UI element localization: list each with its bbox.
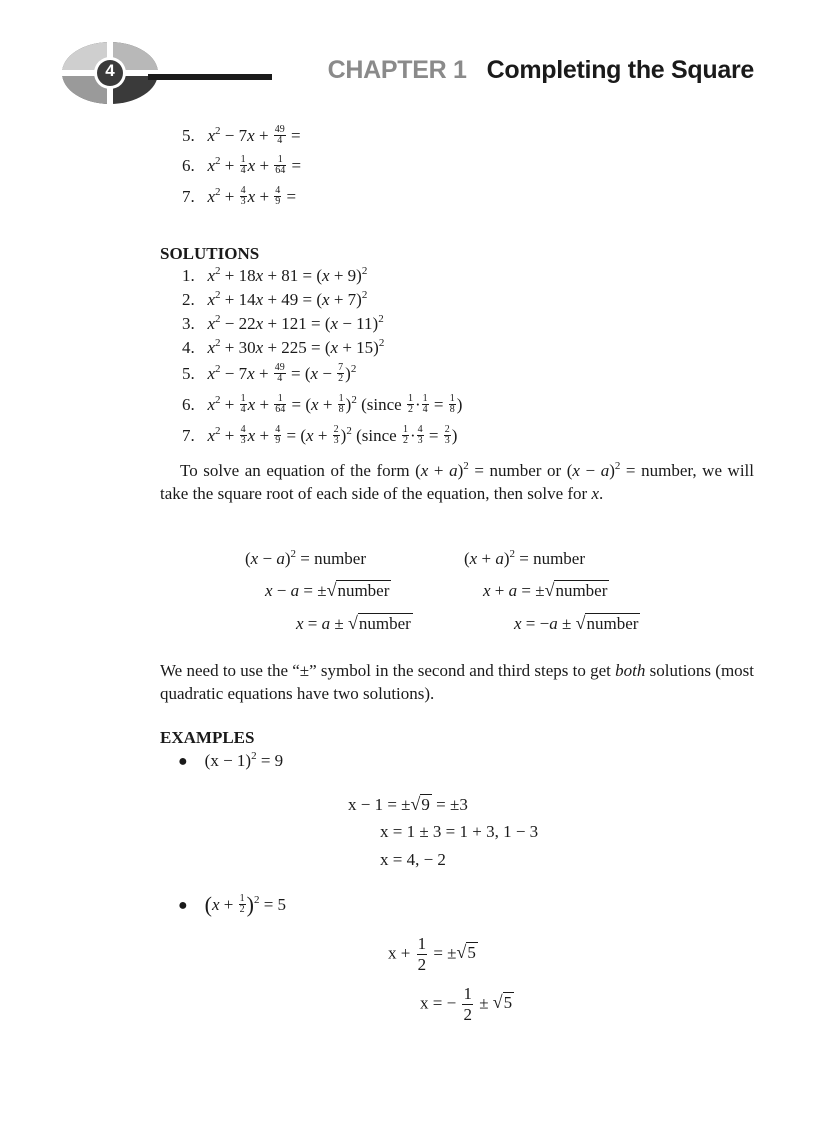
solution-term: + 9) [333,266,362,285]
solution-number: 2. [182,290,195,309]
solution-term: + 81 = ( [267,266,323,285]
example-term: = ± [433,943,457,963]
example-1-step-1: x − 1 = ± √ 9 = ±3 [348,794,468,814]
example-term: x = − [420,993,457,1013]
since-label: (since [356,426,397,445]
note-text: solutions (most quadratic equations have two solutions). [160,661,755,703]
example-term: = 5 [263,895,287,914]
problem-5: 5. $x^2 - 7x$ + $\frac{49}{4}$ = [182,123,301,146]
header-rule [148,74,272,80]
example-term: (x − 1) [204,751,252,770]
solution-2: 2. $x^2 + 14x + 49 = (x + 7)^2$ [182,289,368,309]
bullet: ● [178,897,188,914]
solution-term: + 15) [342,338,379,357]
solution-3: 3. $x^2 - 22x + 121 = (x - 11)^2$ [182,313,384,333]
derivation-left-1: $(x - a)^2$ = number [245,548,367,568]
derivation-right-1: $(x + a)^2$ = number [464,548,586,568]
derivation-right-3: x = −a ± √ number [514,613,639,633]
intro-word: or [547,461,562,480]
bullet: ● [178,753,188,770]
number-word: number [358,614,411,633]
chapter-label: CHAPTER 1 [327,56,467,84]
solution-term: + 30 [224,338,256,357]
solution-term: + 49 = ( [267,290,323,309]
note-paragraph [160,659,754,705]
example-term: 9 [421,795,430,814]
note-emphasis: both [615,661,646,680]
solution-term: + 18 [224,266,256,285]
since-label: (since [361,395,402,414]
solution-term: + 14 [224,290,256,309]
example-term: x − 1 = ± [348,795,411,814]
example-term: ± [479,993,489,1013]
solution-term: − 11) [342,314,379,333]
number-word: number [314,549,367,568]
solution-number: 4. [182,338,195,357]
solution-number: 7. [182,426,195,445]
derivation-right-2: x + a = ± √ number [483,580,608,600]
chapter-title: Completing the Square [486,56,754,84]
solution-6: 6. $x^2$ + $\frac{1}{4}$ x + $\frac{1}{64}$ = (x + $\frac{1}{8}$ )$^2$ (since $\frac{1}{2}$ · $\frac{1}{4}$ = $\frac{1}{8}$ ) [182,392,463,415]
intro-word: number [489,461,542,480]
solution-number: 6. [182,395,195,414]
example-2-step-2: x = − $\frac{1}{2}$ ± √ 5 [420,984,513,1024]
solution-5: 5. $x^2 - 7x$ + $\frac{49}{4}$ = (x − $\frac{7}{2}$ )$^2$ [182,361,357,384]
example-term: 5 [503,993,513,1013]
solution-4: 4. $x^2 + 30x + 225 = (x + 15)^2$ [182,337,385,357]
problem-number: 6. [182,156,195,175]
example-1-step-3: x = 4, − 2 [380,850,446,869]
solutions-heading: SOLUTIONS [160,244,260,263]
derivation-left-3: x = a ± √ number [296,613,411,633]
example-term: = 9 [256,751,284,770]
example-term: x + [388,943,411,963]
solution-term: − 22 [224,314,256,333]
page-number: 4 [105,61,115,80]
number-word: number [555,581,608,600]
chapter-heading [328,56,754,85]
solution-7: 7. $x^2$ + $\frac{4}{3}$ x + $\frac{4}{9}$ = (x + $\frac{2}{3}$ )$^2$ (since $\frac{1}{2}$ · $\frac{4}{3}$ = $\frac{2}{3}$ ) [182,423,458,446]
example-2-equation: ● (x + $\frac{1}{2}$ )$^2$ = 5 [178,892,287,917]
intro-paragraph: To solve an equation of the form $(x + a)^2$ = number or $(x - a)^2$ = number, we will take the square root of each side of the equation, then solve for x. [160,460,754,503]
solution-number: 1. [182,266,195,285]
problem-7: 7. $x^2$ + $\frac{4}{3}$ x + $\frac{4}{9}$ = [182,184,297,207]
solution-1: 1. $x^2 + 18x + 81 = (x + 9)^2$ [182,265,368,285]
example-2-step-1: x + $\frac{1}{2}$ = ± √ 5 [388,934,476,974]
solution-term: + 121 = ( [267,314,331,333]
example-1-step-2: x = 1 ± 3 = 1 + 3, 1 − 3 [380,822,539,841]
intro-variable: x [591,484,600,503]
solution-number: 3. [182,314,195,333]
number-word: number [586,614,639,633]
number-word: number [337,581,390,600]
note-text: We need to use the “±” symbol in the second and third steps to get [160,661,611,680]
intro-text: number, we will take the square root of each side of the equation, then solve for [160,461,754,503]
intro-text: To solve an equation of the form [180,461,410,480]
derivation-left-2: x − a = ± √ number [265,580,390,600]
example-term: 5 [467,943,476,963]
problem-6: 6. $x^2$ + $\frac{1}{4}$ x + $\frac{1}{64}$ = [182,153,302,176]
solution-term: + 7) [333,290,362,309]
examples-heading: EXAMPLES [160,728,255,747]
example-term: = ±3 [431,795,468,814]
problem-number: 7. [182,187,195,206]
example-1-equation: ● $(x - 1)^2 = 9$ [178,750,284,770]
solution-term: + 225 = ( [267,338,331,357]
number-word: number [533,549,586,568]
solution-number: 5. [182,364,195,383]
problem-number: 5. [182,126,195,145]
